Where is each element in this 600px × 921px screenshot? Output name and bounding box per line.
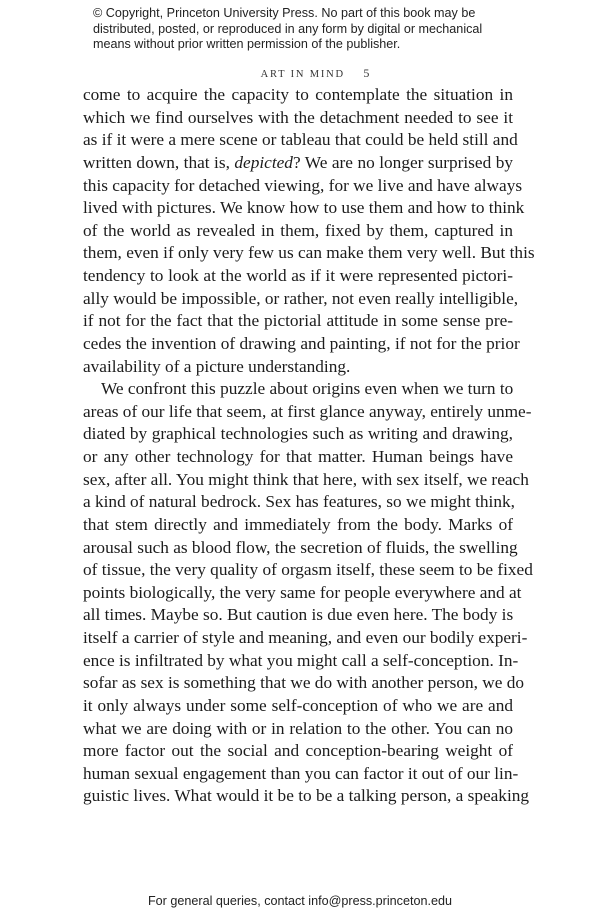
text-line: sofar as sex is something that we do with another person, we do	[83, 673, 525, 693]
text-line: sex, after all. You might think that here, with sex itself, we reach	[83, 469, 529, 489]
body-text	[83, 84, 535, 808]
copyright-line: © Copyright, Princeton University Press. No part of this book may be	[93, 6, 476, 20]
footer-contact: For general queries, contact info@press.princeton.edu	[147, 894, 452, 908]
text-line: if not for the fact that the pictorial attitude in some sense pre-	[83, 311, 513, 331]
text-line: of the world as revealed in them, fixed by them, captured in	[83, 220, 513, 240]
text-line: a kind of natural bedrock. Sex has features, so we might think,	[83, 492, 515, 512]
italic-word: depicted	[234, 152, 293, 172]
text-line: that stem directly and immediately from the body. Marks of	[83, 514, 513, 534]
text-segment: ? We are no longer surprised by	[292, 152, 513, 172]
copyright-line: means without prior written permission of the publisher.	[93, 37, 401, 51]
running-head-title: ART IN MIND	[260, 69, 345, 80]
text-line: it only always under some self-conception of who we are and	[83, 695, 513, 715]
text-line: itself a carrier of style and meaning, and even our bodily experi-	[83, 628, 528, 647]
text-line: We confront this puzzle about origins even when we turn to	[101, 379, 514, 399]
copyright-line: distributed, posted, or reproduced in any form by digital or mechanical	[93, 21, 483, 36]
text-line: lived with pictures. We know how to use them and how to think	[83, 198, 525, 218]
text-line: them, even if only very few us can make them very well. But this	[83, 243, 535, 263]
copyright-notice	[93, 6, 533, 53]
running-head	[0, 66, 600, 81]
text-line: ence is infiltrated by what you might call a self-conception. In-	[83, 650, 519, 670]
text-line: come to acquire the capacity to contemplate the situation in	[83, 85, 513, 104]
text-line: diated by graphical technologies such as writing and drawing,	[83, 424, 513, 444]
text-line: which we find ourselves with the detachment needed to see it	[83, 107, 513, 127]
text-line: all times. Maybe so. But caution is due even here. The body is	[83, 605, 514, 625]
text-line: points biologically, the very same for people everywhere and at	[83, 582, 522, 602]
text-line: what we are doing with or in relation to the other. You can no	[83, 718, 513, 738]
text-line: more factor out the social and conception-bearing weight of	[83, 741, 513, 761]
text-segment: written down, that is,	[83, 152, 230, 172]
page-number: 5	[363, 66, 370, 80]
text-line: areas of our life that seem, at first glance anyway, entirely unme-	[83, 401, 532, 421]
text-line: of tissue, the very quality of orgasm itself, these seem to be fixed	[83, 560, 533, 580]
text-line: availability of a picture understanding.	[83, 356, 351, 376]
text-line: human sexual engagement than you can factor it out of our lin-	[83, 763, 519, 783]
text-line: or any other technology for that matter. Human beings have	[83, 447, 513, 466]
text-line: this capacity for detached viewing, for we live and have always	[83, 175, 523, 195]
text-line: tendency to look at the world as if it were represented pictori-	[83, 266, 513, 285]
paragraph-2	[83, 378, 533, 808]
text-line	[83, 152, 513, 175]
paragraph-1	[83, 84, 535, 378]
text-line: cedes the invention of drawing and painting, if not for the prior	[83, 333, 520, 353]
text-line: arousal such as blood flow, the secretion of fluids, the swelling	[83, 537, 518, 557]
text-line: guistic lives. What would it be to be a talking person, a speaking	[83, 786, 530, 806]
text-line: ally would be impossible, or rather, not even really intelligible,	[83, 288, 519, 308]
text-line: as if it were a mere scene or tableau that could be held still and	[83, 130, 518, 150]
